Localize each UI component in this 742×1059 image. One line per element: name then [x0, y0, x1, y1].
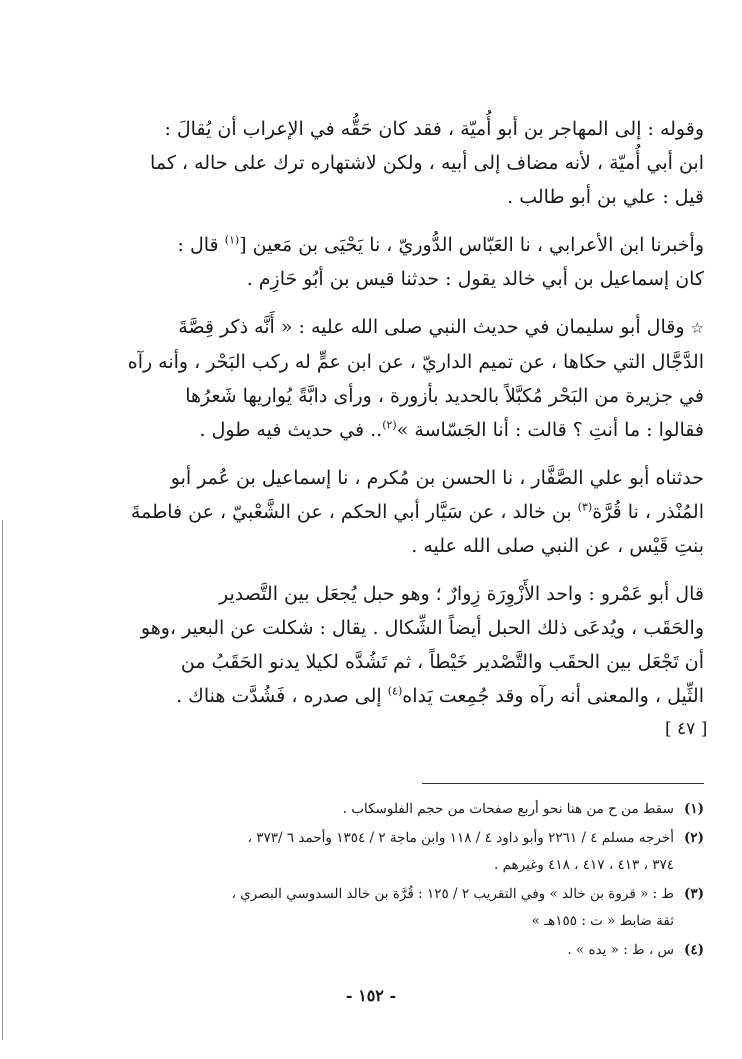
- text-line: كان إسماعيل بن أبي خالد يقول : حدثنا قيس بن أبُو حَازِم .: [246, 268, 704, 290]
- star-icon: ☆: [690, 319, 704, 337]
- footnote-1: [72, 796, 704, 823]
- text-line: [72, 413, 704, 447]
- footnote-ref-2: (٢): [382, 418, 397, 432]
- text-line: الدَّجَّال التي حكاها ، عن تميم الداريّ ، عن ابن عمٍّ له ركب البَحْر ، وأنه رآه: [127, 351, 704, 373]
- footnotes: [72, 796, 704, 966]
- paragraph-4: [72, 461, 704, 563]
- text-line: أن تَجْعَل بين الحقَب والتَّصْدير خَيْطاً ، ثم تَشُدَّه لكيلا يدنو الحَقَبُ من: [180, 651, 704, 673]
- footnote-continuation: ثقة ضابط « ت : ١٥٥هـ »: [531, 913, 674, 929]
- page-number: - ١٥٢ -: [345, 986, 397, 1005]
- text-segment: .. في حديث فيه طول .: [199, 419, 383, 441]
- text-segment: بن خالد ، عن سَيَّار أبي الحكم ، عن الشَّعْبيّ ، عن فاطمةَ: [130, 501, 578, 523]
- text-line: ابن أبي أُميّة ، لأنه مضاف إلى أبيه ، ولكن لاشتهاره ترك على حاله ، كما: [150, 152, 704, 174]
- text-line: [72, 495, 704, 529]
- text-line: بنتِ قَيْس ، عن النبي صلى الله عليه .: [411, 535, 704, 557]
- main-text: [72, 112, 704, 727]
- text-segment: وأخبرنا ابن الأعرابي ، نا العَبّاس الدُّوريّ ، نا يَحْيَى بن مَعين [: [239, 234, 704, 256]
- text-segment: فقالوا : ما أنتِ ؟ قالت : أنا الجَسّاسة »: [396, 419, 704, 441]
- footnote-ref-1: (١): [224, 233, 240, 247]
- footnote-4: [72, 937, 704, 964]
- paragraph-5: [72, 577, 704, 713]
- text-segment: إلى صدره ، فَشُدَّت هناك .: [176, 685, 388, 707]
- footnote-number: (٢): [683, 830, 704, 846]
- text-segment: الثِّيل ، والمعنى أنه رآه وقد جُمِعت يَداه: [402, 685, 704, 707]
- text-line: حدثناه أبو علي الصَّفَّار ، نا الحسن بن مُكرم ، نا إسماعيل بن عُمر أبو: [170, 467, 704, 489]
- footnote-text: س ، ط : « يده » .: [567, 942, 674, 958]
- page-edge-line: [2, 520, 3, 1040]
- manuscript-folio-marker: [ ٤٧ ]: [665, 719, 708, 739]
- text-line: وقوله : إلى المهاجر بن أبو أُميّة ، فقد كان حَقُّه في الإعراب أن يُقالَ :: [164, 118, 704, 140]
- text-segment: المُنْذر ، نا قُرَّة: [592, 501, 704, 523]
- footnote-ref-3: (٣): [577, 500, 593, 514]
- text-segment: وقال أبو سليمان في حديث النبي صلى الله عليه : « أَنَّه ذكر قِصَّةَ: [178, 316, 691, 338]
- text-line: [72, 228, 704, 262]
- text-line: قال أبو عَمْرو : واحد الأَزْوِرَة زِوارٌ ؛ وهو حبل يُجعَل بين التَّصدير: [218, 583, 704, 605]
- paragraph-2: [72, 228, 704, 296]
- paragraph-1: [72, 112, 704, 214]
- text-line: [72, 310, 704, 345]
- footnote-text: سقط من ح من هنا نحو أربع صفحات من حجم الفلوسكاب .: [342, 801, 674, 817]
- footnote-number: (٣): [683, 886, 704, 902]
- footnote-divider: [422, 783, 704, 784]
- footnote-ref-4: (٤): [387, 684, 403, 698]
- footnote-text: أخرجه مسلم ٤ / ٢٢٦١ وأبو داود ٤ / ١١٨ وابن ماجة ٢ / ١٣٥٤ وأحمد ٦ /٣٧٣ ،: [247, 830, 674, 846]
- footnote-number: (٤): [683, 942, 704, 958]
- footnote-text: ط : « قروة بن خالد » وفي التقريب ٢ / ١٢٥ : قُرَّة بن خالد السدوسي البصري ،: [231, 886, 674, 902]
- text-line: في جزيرة من البَحْر مُكبَّلاً بالحديد بأزورة ، ورأى دابَّةً يُواريها شَعرُها: [185, 385, 704, 407]
- text-line: [72, 679, 704, 713]
- footnote-number: (١): [683, 801, 704, 817]
- footnote-3: [72, 881, 704, 935]
- footnote-2: [72, 825, 704, 879]
- text-segment: قال :: [177, 234, 225, 256]
- footnote-continuation: ٣٧٤ ، ٤١٣ ، ٤١٧ ، ٤١٨ وغيرهم .: [493, 857, 674, 873]
- text-line: قيل : علي بن أبو طالب .: [507, 186, 704, 208]
- text-line: والحَقَب ، ويُدعَى ذلك الحبل أيضاً الشِّكال . يقال : شكلت عن البعير ،وهو: [140, 617, 704, 639]
- paragraph-3: [72, 310, 704, 447]
